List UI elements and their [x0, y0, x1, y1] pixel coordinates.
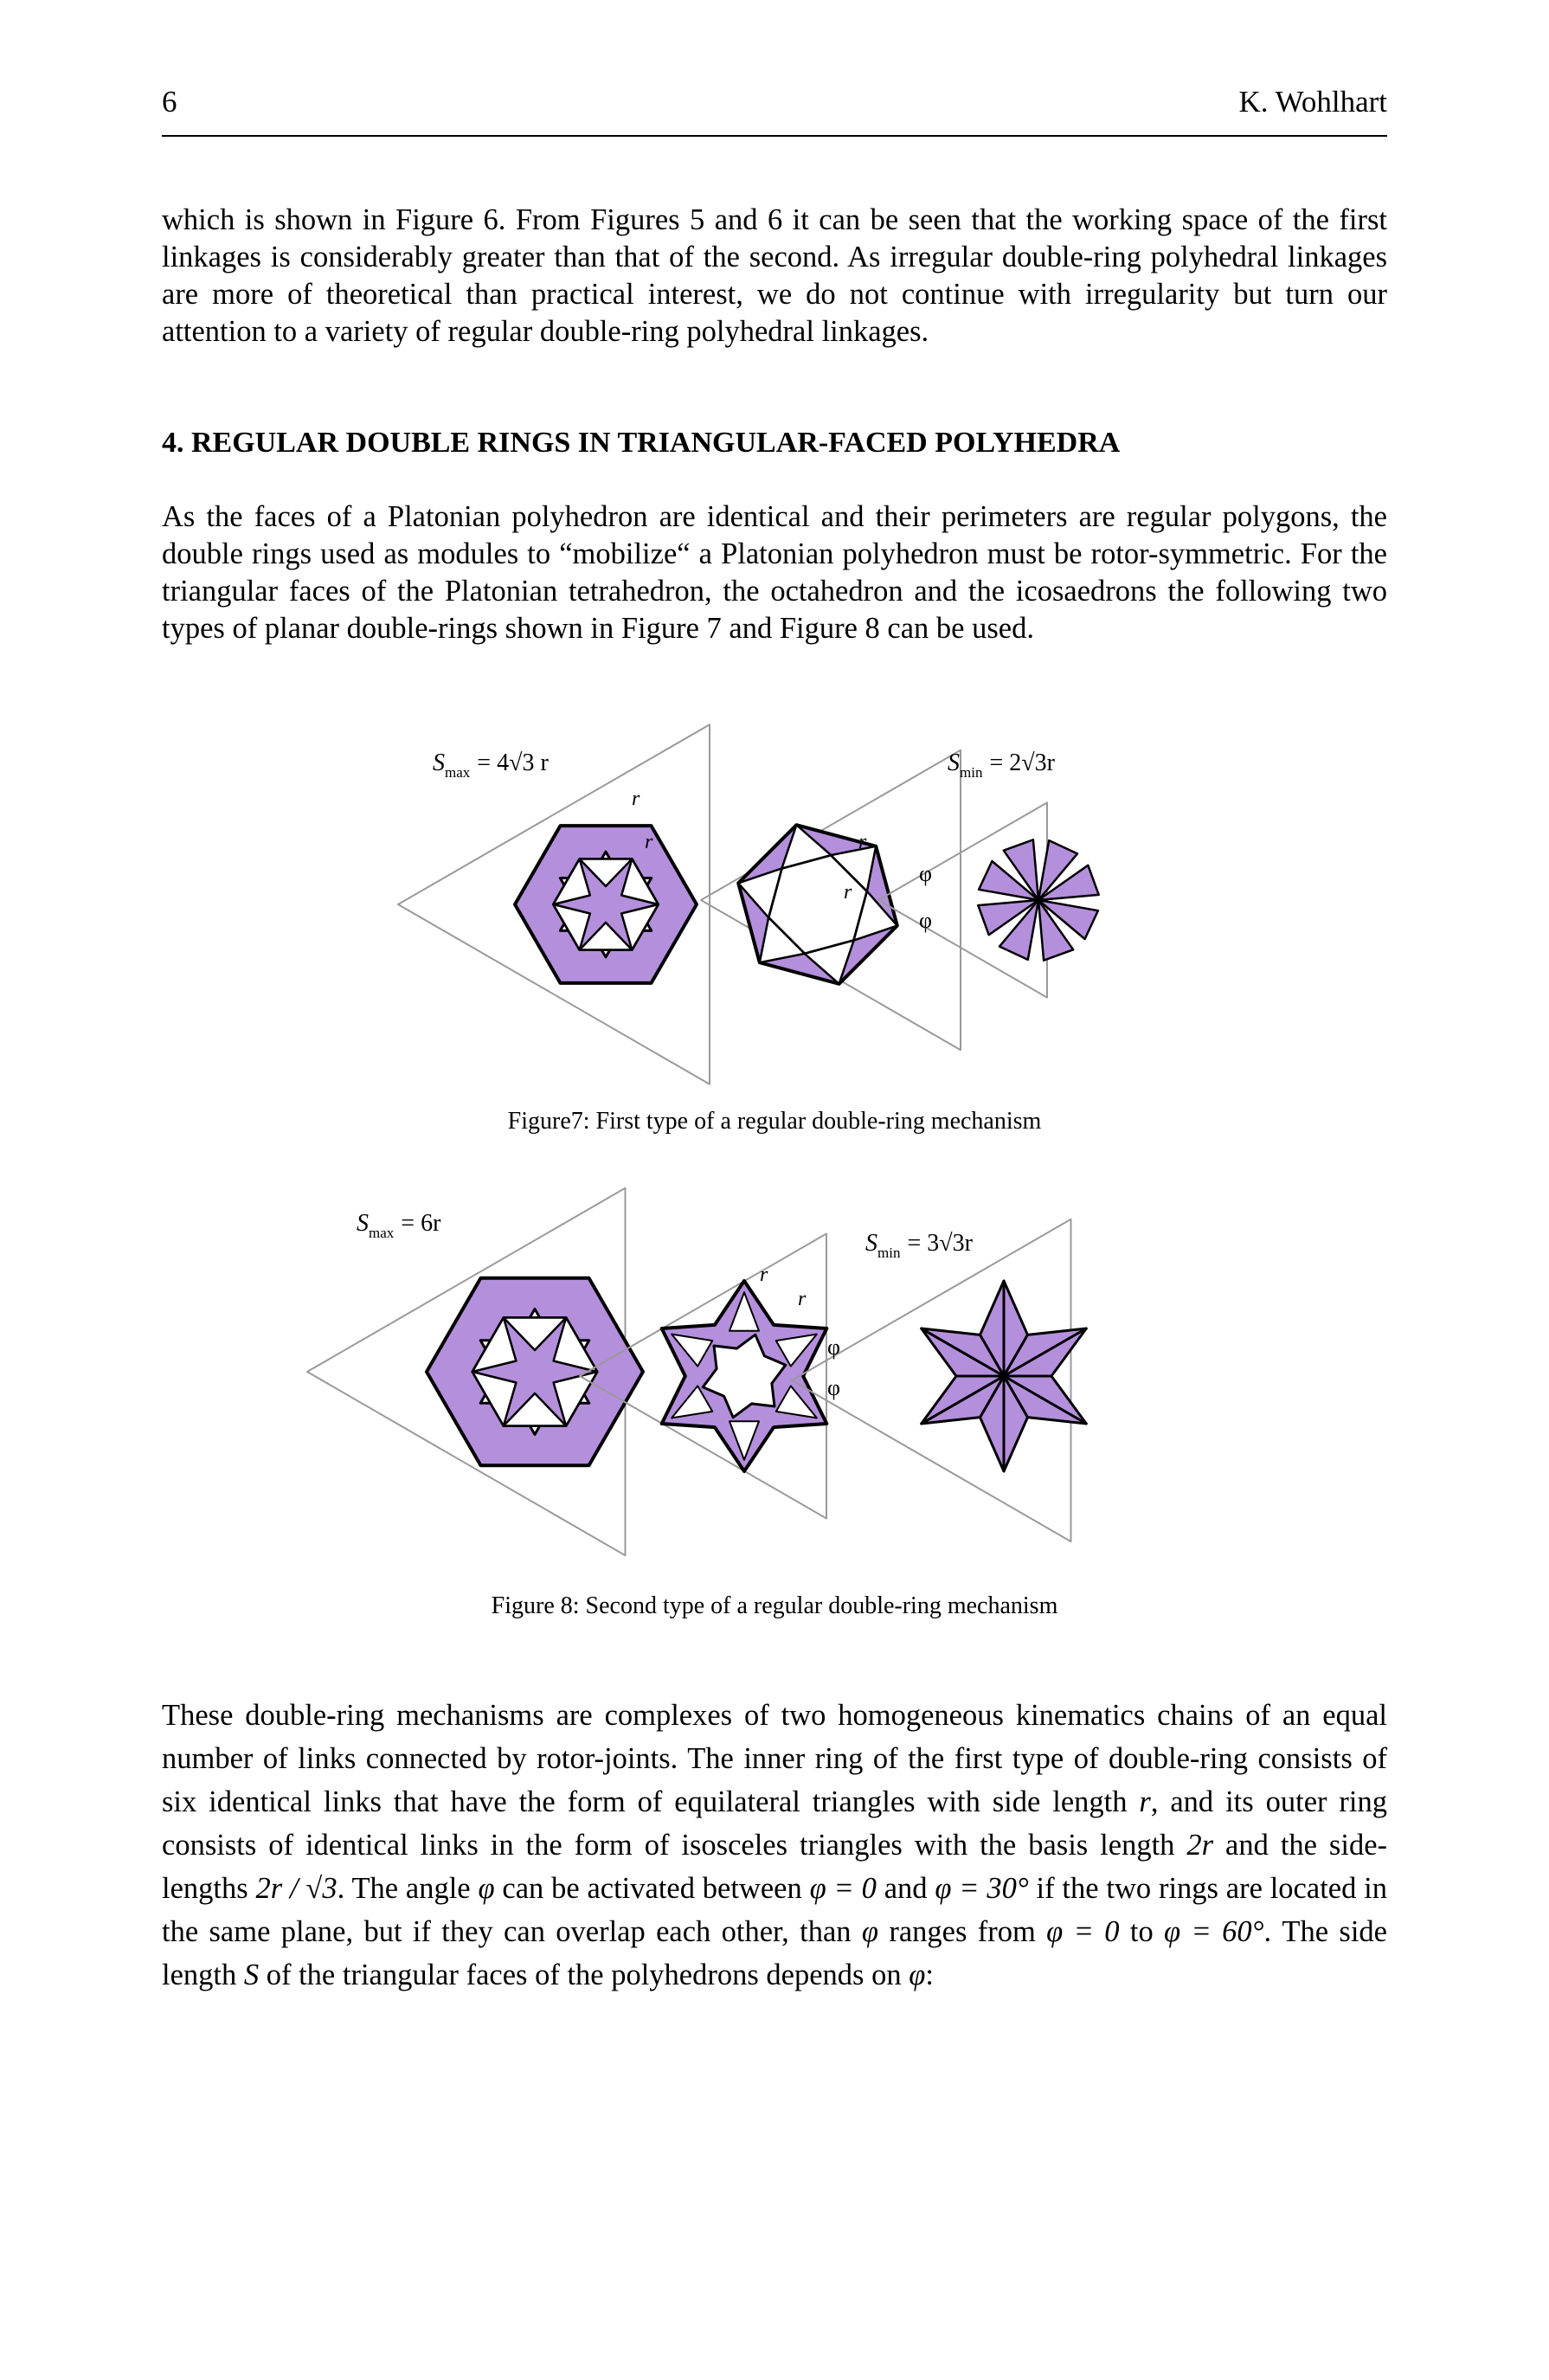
figure-7-smin-label: $S_{min} = 2√3r$ [948, 749, 1055, 781]
figure-7-collapsed-hub [1034, 896, 1043, 904]
figure-7-frame-3 [878, 802, 1047, 997]
figure-8-r-label-2: r [798, 1288, 807, 1310]
figure-7-r-label-2: r [645, 831, 653, 853]
figure-7-r-label-3: r [858, 831, 867, 853]
figure-7-phi-label-2: φ [919, 908, 933, 933]
figure-7-caption: Figure7: First type of a regular double-ring mechanism [507, 1108, 1042, 1135]
paragraph-mechanisms: These double-ring mechanisms are complexes of two homogeneous kinematics chains of an equal number of links connected by rotor-joints. The inner ring of the first type of double-ring consists of six identical links that have the form of equilateral triangles with side length r, and its outer ring consists of identical links in the form of isosceles triangles with the basis length 2r and the side-lengths 2r / √3. The angle φ can be activated between φ = 0 and φ = 30° if the two rings are located in the same plane, but if they can overlap each other, than φ ranges from φ = 0 to φ = 60°. The side length S of the triangular faces of the polyhedrons depends on φ: [162, 1699, 1387, 1991]
paragraph-platonian: As the faces of a Platonian polyhedron are identical and their perimeters are regular polygons, the double rings used as modules to “mobilize“ a Platonian polyhedron must be rotor-symmetric. For the triangular faces of the Platonian tetrahedron, the octahedron and the icosaedrons the following two types of planar double-rings shown in Figure 7 and Figure 8 can be used. [162, 500, 1387, 645]
page-number: 6 [162, 85, 177, 119]
figure-8-caption: Figure 8: Second type of a regular double-ring mechanism [491, 1592, 1058, 1619]
figure-8-smax-label: $S_{max} = 6r$ [357, 1210, 441, 1241]
running-author: K. Wohlhart [1238, 85, 1387, 119]
figure-8-phi-label-2: φ [827, 1375, 841, 1400]
figure-7-r-label-4: r [844, 881, 852, 904]
figure-7-r-label-1: r [632, 788, 640, 810]
figure-8 [0, 1194, 1549, 1541]
figure-8-r-label-1: r [760, 1264, 768, 1286]
figure-8-smin-label: $S_{min} = 3√3r$ [865, 1230, 973, 1261]
figure-8-collapsed-hub [999, 1372, 1008, 1380]
figure-7-phi-label-1: φ [919, 861, 933, 886]
figure-7-smax-label: $S_{max} = 4√3$ r [433, 749, 549, 781]
figure-7 [0, 727, 1549, 1065]
page-header [162, 80, 1387, 137]
section-heading: 4. REGULAR DOUBLE RINGS IN TRIANGULAR-FACED POLYHEDRA [162, 427, 1121, 459]
figure-8-phi-label-1: φ [827, 1335, 841, 1360]
paragraph-intro: which is shown in Figure 6. From Figures 5 and 6 it can be seen that the working space of the first linkages is considerably greater than that of the second. As irregular double-ring polyhedral linkages are more of theoretical than practical interest, we do not continue with irregularity but turn our attention to a variety of regular double-ring polyhedral linkages. [162, 203, 1387, 348]
figure-7-drawing [398, 724, 1099, 1084]
